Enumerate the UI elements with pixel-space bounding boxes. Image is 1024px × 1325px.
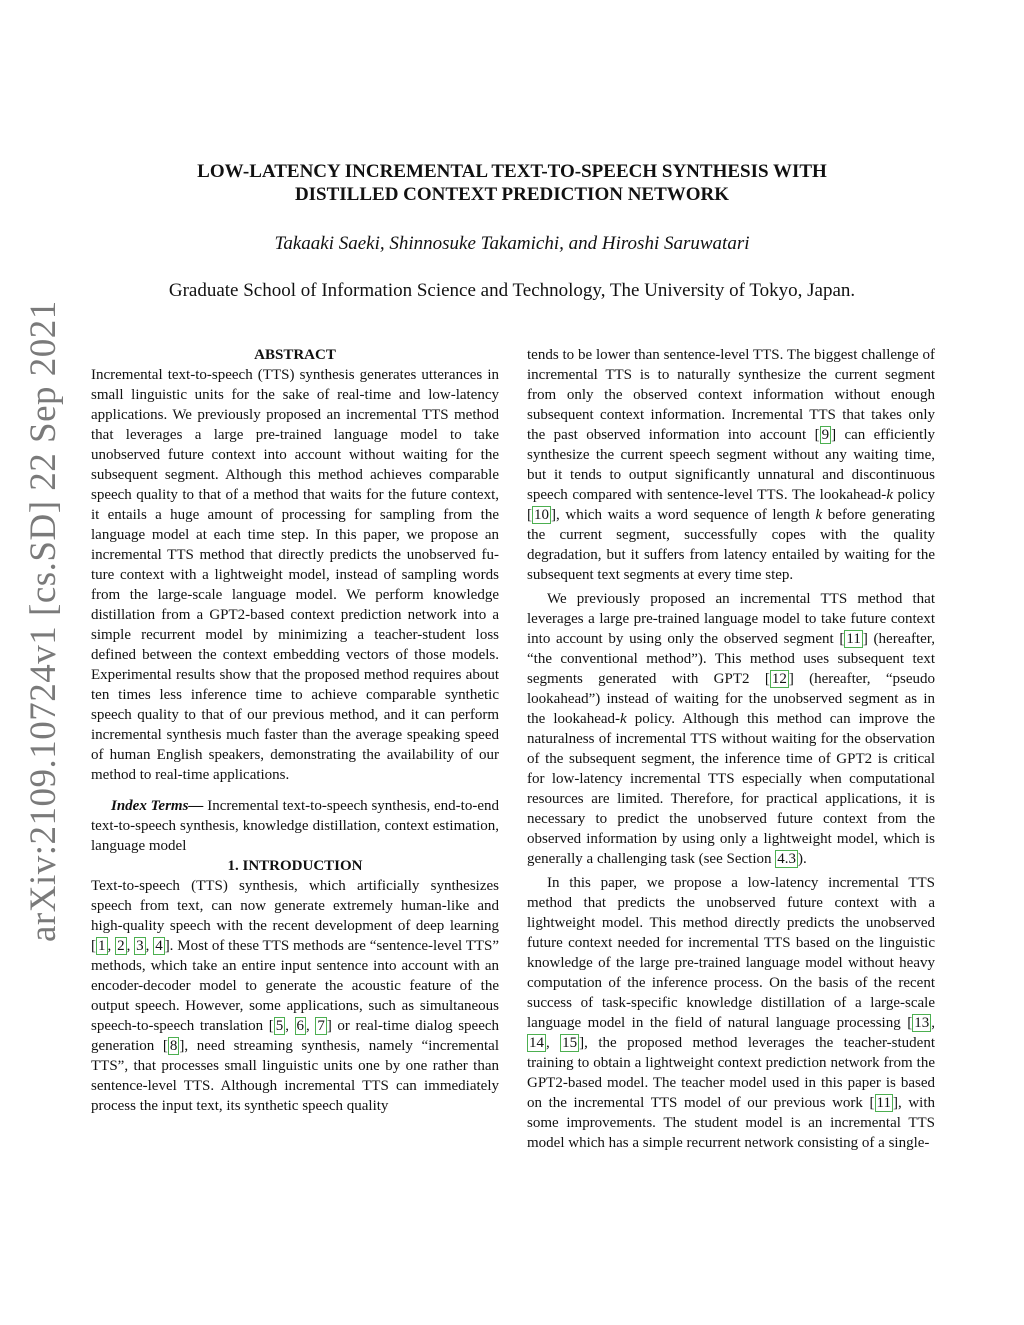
abstract-heading: ABSTRACT: [254, 347, 336, 363]
text-run: ] can efficiently synthesize the current speech segment without any waiting time, but it tends to output significantly unnatural and discontinuous speech compared with sentence-level TTS. The lookahead-: [527, 427, 935, 503]
text-run: Text-to-speech (TTS) synthesis, which artificially synthesizes speech from text, can now generate extremely human-like and high-quality speech with the recent development of deep learning [: [91, 878, 499, 954]
title-line-2: DISTILLED CONTEXT PREDICTION NETWORK: [294, 184, 730, 205]
text-run: tends to be lower than sentence-level TTS. The biggest challenge of incremental TTS is to naturally synthesize the current segment from only the observed context information without enough subsequent context information. Incremental TTS that takes only the past observed information into account [: [527, 347, 935, 443]
text-run: ], need streaming synthesis, namely “incremental TTS”, that processes small linguistic units one by one rather than sentence-level TTS. Although incremental TTS can immediately process the input text, its synthetic speech quality: [91, 1038, 499, 1114]
abstract-text: Incremental text-to-speech (TTS) synthesis generates utterances in small linguistic units for the sake of real-time and low-latency applications. We previously proposed an incremental TTS method that leverages a large pre-trained language model to take unobserved future context into account without waiting for the subsequent segment. Although this method achieves comparable speech quality to that of a method that waits for the future context, it entails a huge amount of processing for sampling from the language model at each time step. In this paper, we propose an incremental TTS method that directly predicts the unobserved future context with a lightweight model, instead of sampling words from the large-scale language model. We perform knowledge distillation from a GPT2-based context prediction network into a simple recurrent model by minimizing a teacher-student loss defined between the context embedding vectors of those models. Experimental results show that the proposed method requires about ten times less inference time to achieve comparable synthetic speech quality to that of our previous method, and it can perform incremental synthesis much faster than the average speaking speed of human English speakers, demonstrating the availability of our method to real-time applications.: [91, 367, 499, 783]
title-line-1: LOW-LATENCY INCREMENTAL TEXT-TO-SPEECH SYNTHESIS WITH: [197, 161, 827, 182]
text-run: ]. Most of these TTS methods are “sentence-level TTS” methods, which take an entire input sentence into account with an encoder-decoder model to generate the acoustic feature of the output speech. However, some applications, such as simultaneous speech-to-speech translation [: [91, 938, 500, 1034]
text-run: ], which waits a word sequence of length: [551, 507, 816, 523]
citation-link[interactable]: 11: [846, 631, 861, 647]
intro-paragraph-1-cont: [527, 345, 935, 585]
math-k: k: [815, 507, 823, 523]
citation-link[interactable]: 7: [317, 1018, 325, 1034]
citation-link[interactable]: 10: [534, 507, 549, 523]
citation-link[interactable]: 12: [771, 671, 787, 687]
citation-link[interactable]: 13: [914, 1015, 930, 1031]
introduction-heading: 1. INTRODUCTION: [227, 858, 363, 874]
text-run: ).: [798, 851, 807, 867]
citation-link[interactable]: 5: [275, 1018, 284, 1034]
citation-link[interactable]: 2: [117, 938, 125, 954]
index-terms: [91, 796, 499, 856]
left-column: [91, 345, 499, 1116]
text-run: policy. Although this method can improve the naturalness of incremental TTS without waiting for the observation of the subsequent segment, the inference time of GPT2 is critical for low-latency incremental TTS especially when computational resources are limited. Therefore, for practical applications, it is necessary to predict the unobserved future context from the observed information by using only a lightweight model, which is generally a challenging task (see Section: [527, 711, 936, 867]
text-run: ] (hereafter, “the conventional method”). This method uses subsequent text segments generated with GPT2 [: [527, 631, 935, 687]
citation-link[interactable]: 15: [562, 1035, 578, 1051]
text-run: policy [: [527, 487, 935, 523]
math-k: k: [620, 711, 627, 727]
citation-link[interactable]: 14: [529, 1035, 544, 1051]
intro-paragraph-1: Text-to-speech (TTS) synthesis, which artificially synthesizes speech from text, can now generate extremely human-like and high-quality speech with the recent development of deep learning [ 1 , 2 , 3 , 4 ]. Most of these TTS methods are “sentence-level TTS” methods, which take an entire input sentence into account with an encoder-decoder model to generate the acoustic feature of the output speech. However, some applications, such as simultaneous speech-to-speech translation [ 5 , 6 , 7 ] or real-time dialog speech generation [ 8 ], need streaming synthesis, namely “incremental TTS”, that processes small linguistic units one by one rather than sentence-level TTS. Although incremental TTS can immediately process the input text, its synthetic speech quality: [91, 878, 500, 1114]
right-column: [527, 345, 935, 1153]
citation-link[interactable]: 4: [155, 938, 163, 954]
affiliation: Graduate School of Information Science and Technology, The University of Tokyo, Japan.: [168, 280, 856, 301]
citation-link[interactable]: 8: [169, 1038, 178, 1054]
citation-link[interactable]: 9: [821, 427, 830, 443]
math-k: k: [886, 487, 893, 503]
text-run: ] (hereafter, “pseudo lookahead”) instead of waiting for the unobserved segment as in the lookahead-: [527, 671, 936, 727]
text-run: ], the proposed method leverages the teacher-student training to obtain a lightweight context prediction network from the GPT2-based model. The teacher model used in this paper is based on the incremental TTS model of our previous work [: [527, 1035, 936, 1111]
index-terms-label: Index Terms—: [111, 798, 204, 814]
index-terms-text: Incremental text-to-speech synthesis, end-to-end text-to-speech synthesis, knowledge distillation, context estimation, language model: [91, 798, 499, 854]
intro-paragraph-2: [527, 589, 935, 869]
section-link[interactable]: 4.3: [777, 851, 796, 867]
authors: Takaaki Saeki, Shinnosuke Takamichi, and Hiroshi Saruwatari: [274, 233, 750, 254]
text-run: We previously proposed an incremental TTS method that leverages a large pre-trained language model to take future context into account by using only the observed segment [: [527, 591, 935, 647]
arxiv-identifier: arXiv:2109.10724v1 [cs.SD] 22 Sep 2021: [23, 300, 64, 942]
citation-link[interactable]: 3: [136, 938, 144, 954]
paper-title: [0, 160, 1024, 206]
citation-link[interactable]: 1: [98, 938, 106, 954]
text-run: In this paper, we propose a low-latency incremental TTS method that predicts the unobserved future context with a lightweight model. This method directly predicts the unobserved future context needed for incremental TTS based on the linguistic knowledge of the large pre-trained language model without heavy computation of the inference process. On the basis of the recent success of task-specific knowledge distillation of a large-scale language model in the field of natural language processing [: [527, 875, 935, 1031]
text-run: before generating the current segment, successfully copes with the quality degradation, but it suffers from latency entailed by waiting for the subsequent text segments at every time step.: [527, 507, 936, 583]
text-run: ], with some improvements. The student model is an incremental TTS model which has a simple recurrent network consisting of a single-: [527, 1095, 935, 1151]
text-run: ] or real-time dialog speech generation [: [91, 1018, 500, 1054]
citation-link[interactable]: 11: [876, 1095, 891, 1111]
citation-link[interactable]: 6: [296, 1018, 305, 1034]
intro-paragraph-3: In this paper, we propose a low-latency incremental TTS method that predicts the unobserved future context with a lightweight model. This method directly predicts the unobserved future context needed for incremental TTS based on the linguistic knowledge of the large pre-trained language model without heavy computation of the inference process. On the basis of the recent success of task-specific knowledge distillation of a large-scale language model in the field of natural language processing [ 13 , 14 , 15 ], the proposed method leverages the teacher-student training to obtain a lightweight context prediction network from the GPT2-based model. The teacher model used in this paper is based on the incremental TTS model of our previous work [ 11 ], with some improvements. The student model is an incremental TTS model which has a simple recurrent network consisting of a single-: [527, 875, 936, 1151]
